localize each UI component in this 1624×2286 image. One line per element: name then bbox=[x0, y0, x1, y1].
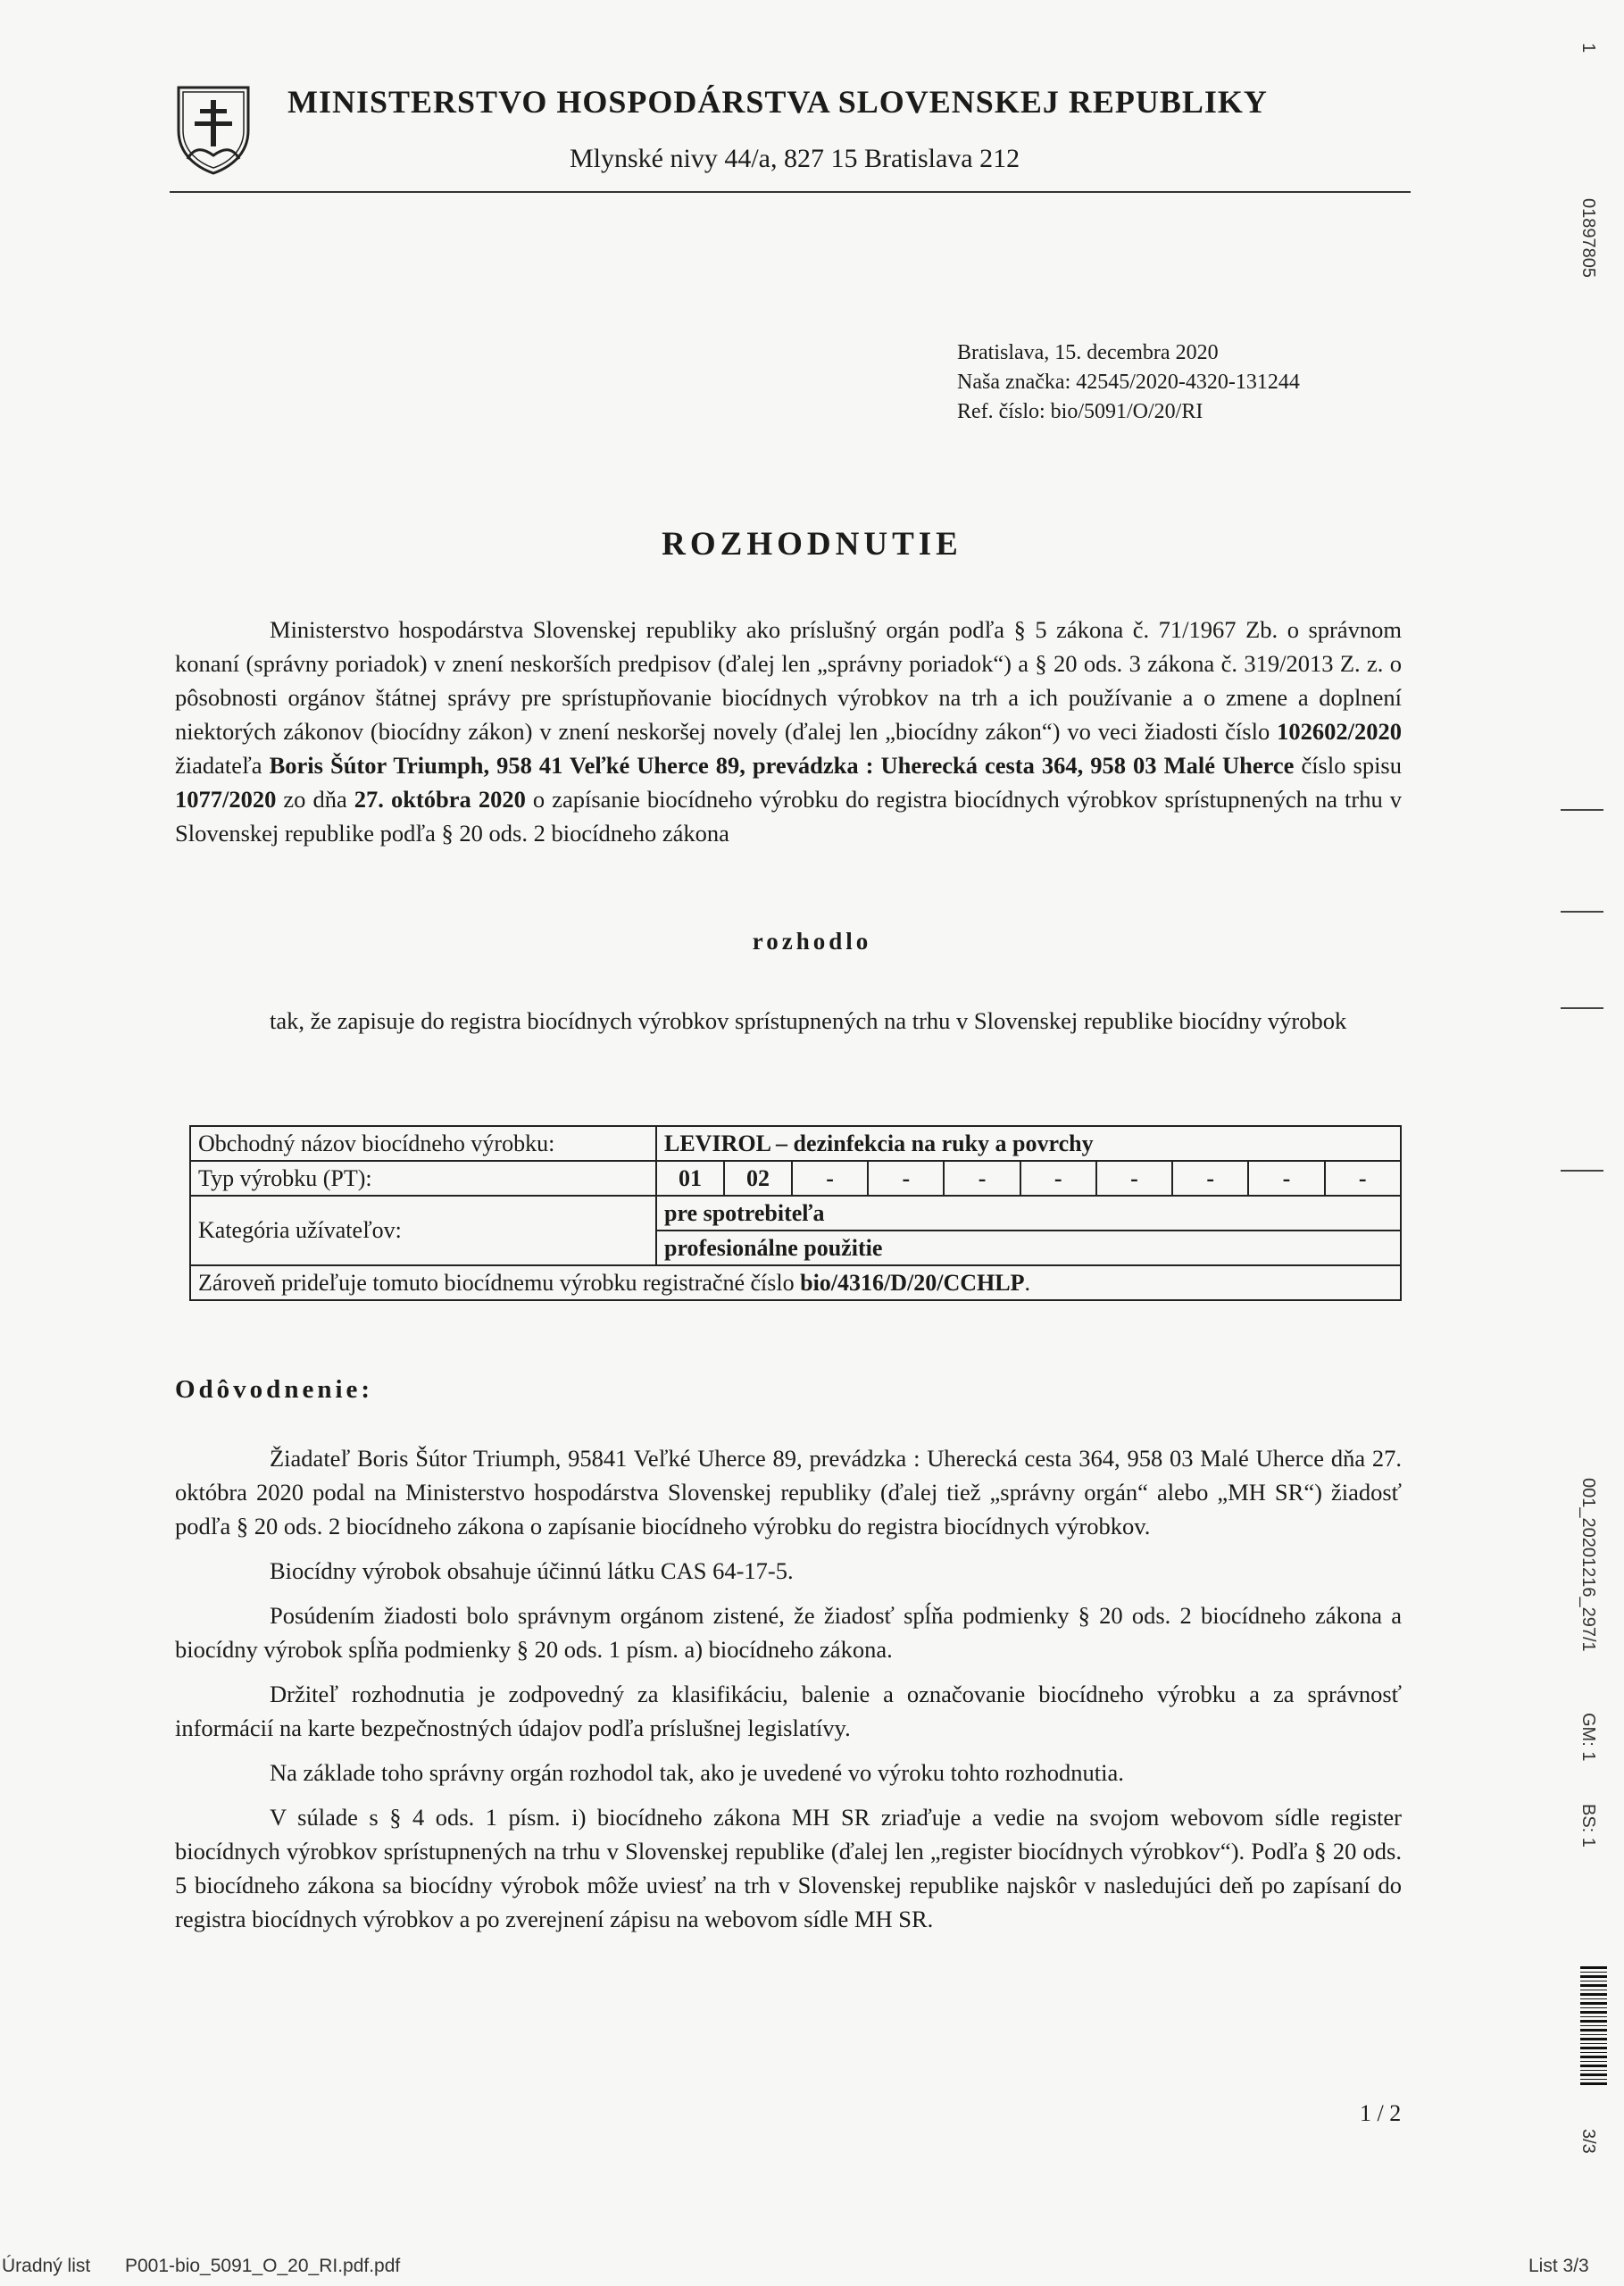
margin-tick bbox=[1561, 809, 1603, 811]
ministry-address: Mlynské nivy 44/a, 827 15 Bratislava 212 bbox=[570, 144, 1020, 173]
table-row bbox=[190, 1196, 1401, 1231]
reasoning-paragraph: Žiadateľ Boris Šútor Triumph, 95841 Veľké Uherce 89, prevádzka : Uherecká cesta 364, 958 03 Malé Uherce dňa 27. októbra 2020 podal na Ministerstvo hospodárstva Slovenskej republiky (ďalej tiež „správny orgán“ alebo „MH SR“) žiadosť podľa § 20 ods. 2 biocídneho zákona o zapísanie biocídneho výrobku do registra biocídnych výrobkov. bbox=[175, 1445, 1402, 1539]
pt-code: - bbox=[944, 1161, 1020, 1196]
reasoning-heading: Odôvodnenie: bbox=[175, 1375, 374, 1404]
footer-sheet: List 3/3 bbox=[1528, 2256, 1589, 2276]
margin-file-code: 001_20201216_297/1 bbox=[1578, 1478, 1598, 1652]
document-meta bbox=[957, 338, 1300, 427]
pt-code: - bbox=[868, 1161, 944, 1196]
intro-paragraph: Ministerstvo hospodárstva Slovenskej republiky ako príslušný orgán podľa § 5 zákona č. 71/1967 Zb. o správnom konaní (správny poriadok) v znení neskorších predpisov (ďalej len „správny poriadok“) a § 20 ods. 3 zákona č. 319/2013 Z. z. o pôsobnosti orgánov štátnej správy pre sprístupňovanie biocídnych výrobkov na trh a ich používanie a o zmene a doplnení niektorých zákonov (biocídny zákon) v znení neskoršej novely (ďalej len „biocídny zákon“) vo veci žiadosti číslo 102602/2020 žiadateľa Boris Šútor Triumph, 958 41 Veľké Uherce 89, prevádzka : Uherecká cesta 364, 958 03 Malé Uherce číslo spisu 1077/2020 zo dňa 27. októbra 2020 o zapísanie biocídneho výrobku do registra biocídnych výrobkov sprístupnených na trhu v Slovenskej republike podľa § 20 ods. 2 biocídneho zákona bbox=[175, 616, 1402, 847]
header-divider bbox=[170, 191, 1411, 193]
place-date: Bratislava, 15. decembra 2020 bbox=[957, 341, 1219, 364]
reasoning-paragraph: Na základe toho správny orgán rozhodol tak, ako je uvedené vo výroku tohto rozhodnutia. bbox=[270, 1759, 1124, 1786]
margin-document-number: 01897805 bbox=[1578, 198, 1598, 278]
margin-gm: GM: 1 bbox=[1578, 1713, 1598, 1762]
pt-code: 02 bbox=[724, 1161, 792, 1196]
footer-file-name: P001-bio_5091_O_20_RI.pdf.pdf bbox=[125, 2256, 401, 2276]
user-category-professional: profesionálne použitie bbox=[656, 1231, 1401, 1265]
footer-left: Úradný list bbox=[2, 2256, 91, 2276]
margin-top-number: 1 bbox=[1578, 43, 1598, 54]
margin-tick bbox=[1561, 911, 1603, 913]
pt-code: - bbox=[792, 1161, 868, 1196]
ministry-name: MINISTERSTVO HOSPODÁRSTVA SLOVENSKEJ REPUBLIKY bbox=[287, 84, 1268, 120]
reasoning-paragraph: Biocídny výrobok obsahuje účinnú látku CAS 64-17-5. bbox=[270, 1557, 794, 1584]
reasoning-paragraph: Posúdením žiadosti bolo správnym orgánom zistené, že žiadosť spĺňa podmienky § 20 ods. 2 biocídneho zákona a biocídny výrobok spĺňa podmienky § 20 ods. 1 písm. a) biocídneho zákona. bbox=[175, 1602, 1402, 1663]
decision-title: ROZHODNUTIE bbox=[662, 526, 962, 563]
registration-number: bio/4316/D/20/CCHLP bbox=[800, 1269, 1025, 1296]
user-category-label: Kategória užívateľov: bbox=[190, 1196, 656, 1265]
slovak-coat-of-arms-icon bbox=[175, 84, 252, 177]
applicant: Boris Šútor Triumph, 958 41 Veľké Uherce 89, prevádzka : Uherecká cesta 364, 958 03 Malé Uherce bbox=[269, 752, 1295, 779]
our-reference: Naša značka: 42545/2020-4320-131244 bbox=[957, 371, 1300, 394]
registration-number-row: Zároveň prideľuje tomuto biocídnemu výrobku registračné číslo bio/4316/D/20/CCHLP. bbox=[190, 1265, 1401, 1300]
page-number: 1 / 2 bbox=[1360, 2100, 1402, 2126]
product-name-label: Obchodný názov biocídneho výrobku: bbox=[190, 1126, 656, 1161]
barcode-icon bbox=[1580, 1966, 1607, 2087]
decision-text: tak, že zapisuje do registra biocídnych výrobkov sprístupnených na trhu v Slovenskej republike biocídny výrobok bbox=[270, 1007, 1347, 1034]
file-number: 1077/2020 bbox=[175, 786, 277, 813]
product-type-label: Typ výrobku (PT): bbox=[190, 1161, 656, 1196]
decided-heading: rozhodlo bbox=[752, 928, 872, 955]
reasoning-section bbox=[175, 1441, 1402, 1947]
application-number: 102602/2020 bbox=[1277, 718, 1402, 745]
pt-code: - bbox=[1096, 1161, 1172, 1196]
margin-tick bbox=[1561, 1170, 1603, 1172]
product-name-value: LEVIROL – dezinfekcia na ruky a povrchy bbox=[656, 1126, 1401, 1161]
margin-bs: BS: 1 bbox=[1578, 1804, 1598, 1848]
reasoning-paragraph: V súlade s § 4 ods. 1 písm. i) biocídneho zákona MH SR zriaďuje a vedie na svojom webovom sídle register biocídnych výrobkov sprístupnených na trhu v Slovenskej republike (ďalej len „register biocídnych výrobkov“). Podľa § 20 ods. 5 biocídneho zákona sa biocídny výrobok môže uviesť na trh v Slovenskej republike najskôr v nasledujúci deň po zapísaní do registra biocídnych výrobkov a po zverejnení zápisu na webovom sídle MH SR. bbox=[175, 1804, 1402, 1932]
registration-table bbox=[189, 1125, 1402, 1301]
application-date: 27. októbra 2020 bbox=[354, 786, 526, 813]
table-row bbox=[190, 1265, 1401, 1300]
reasoning-paragraph: Držiteľ rozhodnutia je zodpovedný za klasifikáciu, balenie a označovanie biocídneho výrobku a za správnosť informácií na karte bezpečnostných údajov podľa príslušnej legislatívy. bbox=[175, 1681, 1402, 1741]
pt-code: - bbox=[1325, 1161, 1401, 1196]
table-row bbox=[190, 1161, 1401, 1196]
pt-code: - bbox=[1172, 1161, 1248, 1196]
pt-code: 01 bbox=[656, 1161, 724, 1196]
pt-code: - bbox=[1248, 1161, 1324, 1196]
table-row bbox=[190, 1126, 1401, 1161]
margin-sheet: 3/3 bbox=[1578, 2129, 1598, 2154]
reference-number: Ref. číslo: bio/5091/O/20/RI bbox=[957, 400, 1203, 423]
margin-tick bbox=[1561, 1007, 1603, 1009]
pt-code: - bbox=[1020, 1161, 1096, 1196]
user-category-consumer: pre spotrebiteľa bbox=[656, 1196, 1401, 1231]
